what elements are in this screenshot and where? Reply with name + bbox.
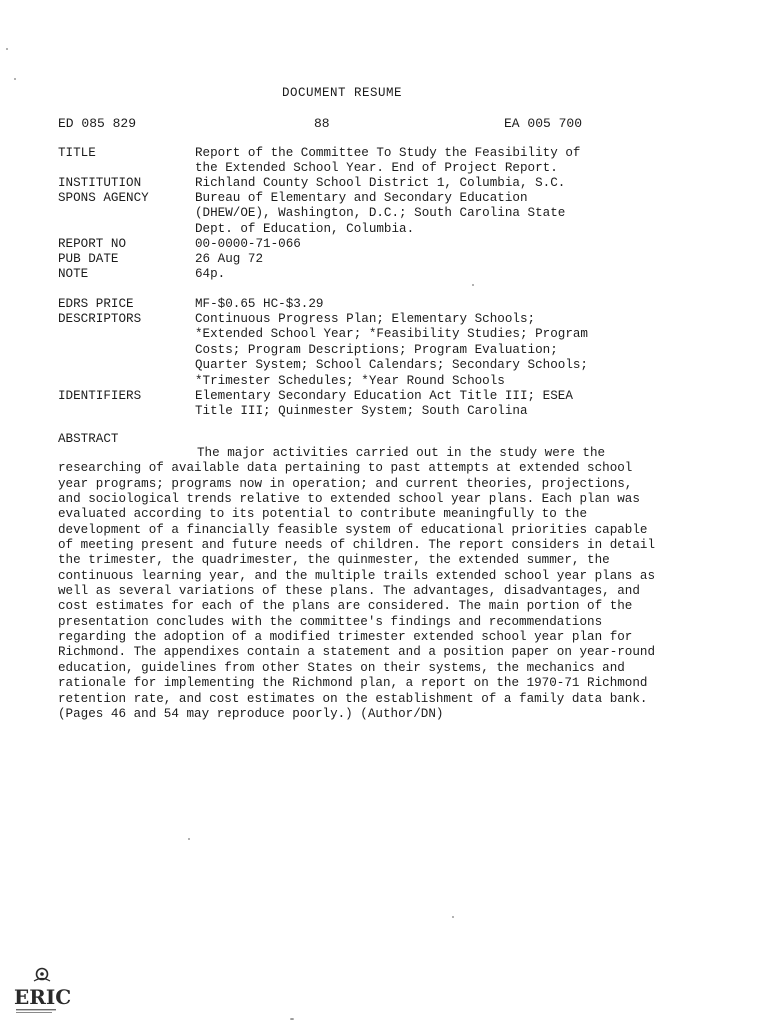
field-value-report-no: 00-0000-71-066 [195, 237, 301, 251]
field-label-note: NOTE [58, 267, 89, 281]
scan-speck [452, 916, 454, 918]
field-value-spons-agency: Bureau of Elementary and Secondary Education (DHEW/OE), Washington, D.C.; South Carolina State Dept. of Education, Columbia. [195, 191, 566, 236]
document-title: DOCUMENT RESUME [282, 86, 403, 100]
abstract-text: The major activities carried out in the study were the researching of available data pertaining to past attempts at extended school year programs; programs now in operation; and current theories, projections, and sociological trends relative to extended school year plans. Each plan was evaluated according to its potential to contribute meaningfully to the development of a financially feasible system of educational priorities capable of meeting present and future needs of children. The report considers in detail the trimester, the quadrimester, the quinmester, the extended summer, the continuous learning year, and the multiple trails extended school year plans as well as several variations of these plans. The advantages, disadvantages, and cost estimates for each of the plans are considered. The main portion of the presentation concludes with the committee's findings and recommendations regarding the adoption of a modified trimester extended school year plan for Richmond. The appendixes contain a statement and a position paper on year-round education, guidelines from other States on their systems, the mechanics and rationale for implementing the Richmond plan, a report on the 1970-71 Richmond retention rate, and cost estimates on the establishment of a family data bank. (Pages 46 and 54 may reproduce poorly.) (Author/DN) [58, 446, 656, 721]
field-value-descriptors: Continuous Progress Plan; Elementary Schools; *Extended School Year; *Feasibility Studies; Program Costs; Program Descriptions; Program Evaluation; Quarter System; School Calendars; Secondary Schools; *Trimester Schedules; *Year Round Schools [195, 312, 588, 388]
ea-number: EA 005 700 [504, 116, 583, 131]
eric-logo-graphic [12, 966, 72, 1018]
center-number: 88 [314, 116, 330, 131]
field-value-title: Report of the Committee To Study the Feasibility of the Extended School Year. End of Project Report. [195, 146, 581, 176]
abstract-label: ABSTRACT [58, 432, 119, 446]
field-label-edrs-price: EDRS PRICE [58, 297, 134, 311]
field-label-report-no: REPORT NO [58, 237, 127, 251]
field-label-title: TITLE [58, 146, 96, 160]
eric-logo [12, 966, 72, 1018]
scan-speck [188, 838, 190, 840]
field-value-identifiers: Elementary Secondary Education Act Title III; ESEA Title III; Quinmester System; South Carolina [195, 389, 573, 419]
field-label-pub-date: PUB DATE [58, 252, 119, 266]
field-label-institution: INSTITUTION [58, 176, 142, 190]
field-label-identifiers: IDENTIFIERS [58, 389, 142, 403]
ed-number: ED 085 829 [58, 116, 137, 131]
scan-speck [290, 1018, 294, 1020]
field-value-note: 64p. [195, 267, 226, 281]
field-label-descriptors: DESCRIPTORS [58, 312, 142, 326]
abstract-body [58, 446, 658, 722]
field-value-edrs-price: MF-$0.65 HC-$3.29 [195, 297, 324, 311]
scan-speck [6, 48, 8, 50]
scan-speck [472, 284, 474, 286]
field-value-institution: Richland County School District 1, Columbia, S.C. [195, 176, 566, 190]
scan-speck [14, 78, 16, 80]
field-value-pub-date: 26 Aug 72 [195, 252, 264, 266]
eric-logo-text: ERIC [14, 985, 72, 1009]
field-label-spons-agency: SPONS AGENCY [58, 191, 149, 205]
